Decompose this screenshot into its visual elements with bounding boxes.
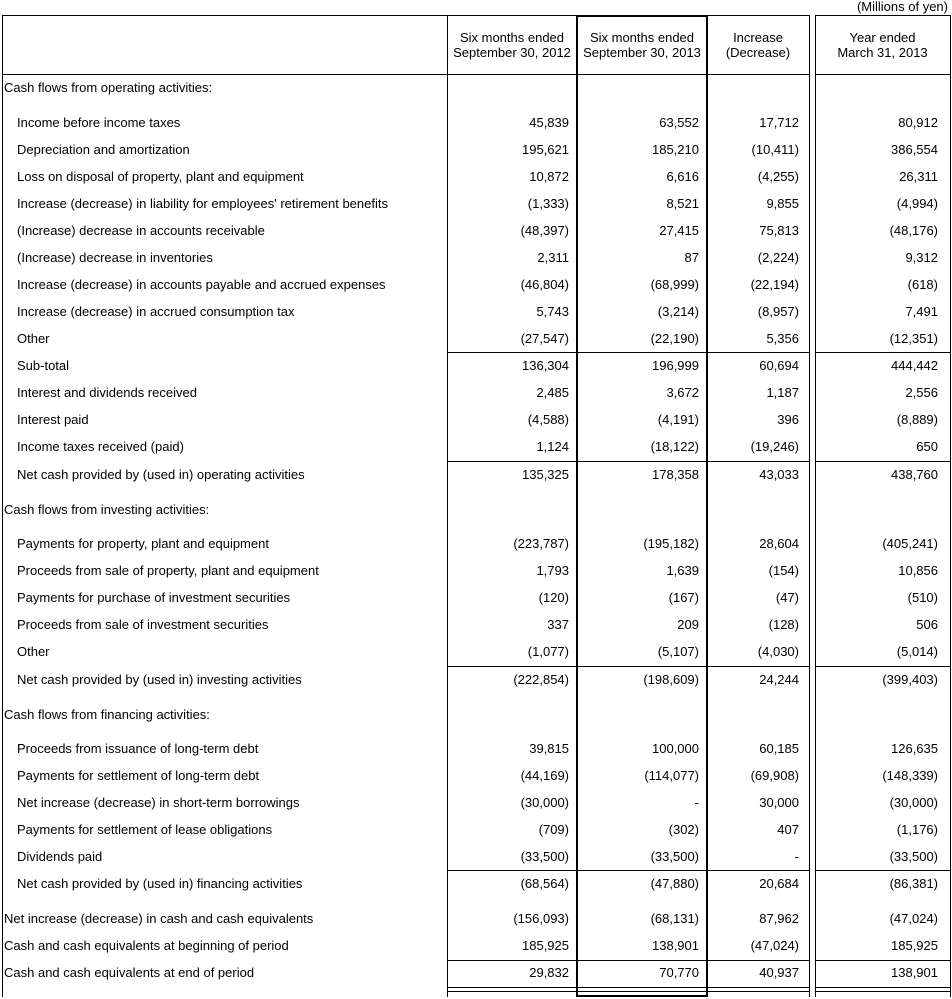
value-cell: (510) <box>907 590 938 605</box>
value-cell: (156,093) <box>513 911 569 926</box>
column-header-c4 <box>815 30 950 60</box>
table-border-left <box>2 15 3 997</box>
value-cell: (18,122) <box>650 439 699 454</box>
column-header-line: September 30, 2013 <box>583 45 701 60</box>
value-cell: 26,311 <box>899 169 938 184</box>
row-label: Income before income taxes <box>17 115 181 130</box>
value-cell: (22,190) <box>650 331 699 346</box>
row-label: Loss on disposal of property, plant and equipment <box>17 169 304 184</box>
value-cell: 28,604 <box>759 536 799 551</box>
row-label: Sub-total <box>17 358 70 373</box>
value-cell: 75,813 <box>759 223 799 238</box>
value-cell: 1,124 <box>536 439 569 454</box>
value-cell: 185,210 <box>652 142 699 157</box>
row-label: Proceeds from issuance of long-term debt <box>17 741 259 756</box>
value-cell: (48,176) <box>889 223 938 238</box>
value-cell: 3,672 <box>666 385 699 400</box>
row-label: Net cash provided by (used in) operating activities <box>17 467 305 482</box>
value-cell: 444,442 <box>891 358 938 373</box>
row-label: Dividends paid <box>17 849 103 864</box>
value-cell: (5,014) <box>896 644 938 659</box>
value-cell: (12,351) <box>889 331 938 346</box>
value-cell: 2,311 <box>537 250 569 265</box>
value-cell: 185,925 <box>522 938 569 953</box>
row-label: (Increase) decrease in accounts receivable <box>17 223 265 238</box>
value-cell: (405,241) <box>882 536 938 551</box>
value-cell: 40,937 <box>759 965 799 980</box>
value-cell: (4,191) <box>657 412 699 427</box>
subtotal-rule <box>815 870 950 871</box>
value-cell: 39,815 <box>529 741 569 756</box>
row-label: Payments for settlement of lease obligations <box>17 822 273 837</box>
value-cell: 1,187 <box>766 385 799 400</box>
value-cell: (22,194) <box>750 277 799 292</box>
table-border-top-year <box>815 15 951 16</box>
value-cell: (4,588) <box>527 412 569 427</box>
column-header-c1 <box>447 30 577 60</box>
value-cell: (195,182) <box>643 536 699 551</box>
section-heading: Cash flows from operating activities: <box>4 80 213 95</box>
value-cell: 9,312 <box>905 250 938 265</box>
row-label: Payments for purchase of investment securities <box>17 590 291 605</box>
subtotal-rule <box>447 352 809 353</box>
value-cell: 7,491 <box>905 304 938 319</box>
row-label: Net cash provided by (used in) financing activities <box>17 876 303 891</box>
value-cell: 24,244 <box>759 672 799 687</box>
value-cell: - <box>694 795 699 810</box>
double-underline <box>447 991 809 992</box>
row-label: Interest paid <box>17 412 89 427</box>
value-cell: 386,554 <box>891 142 938 157</box>
value-cell: (3,214) <box>657 304 699 319</box>
subtotal-rule <box>447 960 809 961</box>
value-cell: 185,925 <box>891 938 938 953</box>
value-cell: 209 <box>677 617 699 632</box>
row-label: Other <box>17 331 50 346</box>
value-cell: 100,000 <box>652 741 699 756</box>
subtotal-rule <box>447 461 809 462</box>
current-period-border <box>576 15 578 997</box>
value-cell: (44,169) <box>520 768 569 783</box>
value-cell: 60,694 <box>759 358 799 373</box>
column-header-c2 <box>577 30 707 60</box>
double-underline <box>815 987 950 988</box>
units-note: (Millions of yen) <box>856 0 948 14</box>
value-cell: 126,635 <box>891 741 938 756</box>
value-cell: 136,304 <box>522 358 569 373</box>
value-cell: 43,033 <box>759 467 799 482</box>
column-header-line: Year ended <box>849 30 916 45</box>
row-label: Proceeds from sale of investment securities <box>17 617 269 632</box>
value-cell: 337 <box>547 617 569 632</box>
value-cell: (167) <box>668 590 699 605</box>
subtotal-rule <box>815 666 950 667</box>
current-period-border <box>576 15 708 17</box>
value-cell: (33,500) <box>520 849 569 864</box>
value-cell: (5,107) <box>657 644 699 659</box>
value-cell: (19,246) <box>750 439 799 454</box>
value-cell: (47,024) <box>750 938 799 953</box>
value-cell: (148,339) <box>882 768 938 783</box>
row-label: Net increase (decrease) in cash and cash equivalents <box>4 911 314 926</box>
value-cell: (1,176) <box>896 822 938 837</box>
value-cell: (302) <box>668 822 699 837</box>
subtotal-rule <box>815 352 950 353</box>
table-border-right <box>950 15 951 997</box>
value-cell: 17,712 <box>759 115 799 130</box>
value-cell: (10,411) <box>751 142 799 157</box>
double-underline <box>815 991 950 992</box>
value-cell: (223,787) <box>513 536 569 551</box>
value-cell: 650 <box>916 439 938 454</box>
column-header-line: Increase <box>733 30 783 45</box>
value-cell: 196,999 <box>652 358 699 373</box>
row-label: Increase (decrease) in accounts payable and accrued expenses <box>17 277 386 292</box>
row-label: Interest and dividends received <box>17 385 197 400</box>
value-cell: 135,325 <box>522 467 569 482</box>
value-cell: (8,957) <box>757 304 799 319</box>
value-cell: (69,908) <box>750 768 799 783</box>
value-cell: 138,901 <box>891 965 938 980</box>
value-cell: (30,000) <box>520 795 569 810</box>
value-cell: (1,077) <box>527 644 569 659</box>
section-heading: Cash flows from investing activities: <box>4 502 210 517</box>
value-cell: - <box>794 849 799 864</box>
row-label: Increase (decrease) in accrued consumption tax <box>17 304 295 319</box>
value-cell: (1,333) <box>527 196 569 211</box>
value-cell: (709) <box>538 822 569 837</box>
value-cell: (4,994) <box>896 196 938 211</box>
row-label: Payments for property, plant and equipment <box>17 536 269 551</box>
value-cell: (68,564) <box>520 876 569 891</box>
value-cell: (8,889) <box>896 412 938 427</box>
value-cell: 8,521 <box>666 196 699 211</box>
value-cell: 1,793 <box>536 563 569 578</box>
value-cell: 438,760 <box>891 467 938 482</box>
row-label: (Increase) decrease in inventories <box>17 250 213 265</box>
value-cell: (4,030) <box>757 644 799 659</box>
value-cell: (198,609) <box>643 672 699 687</box>
value-cell: 87,962 <box>759 911 799 926</box>
row-label: Cash and cash equivalents at beginning of period <box>4 938 289 953</box>
value-cell: 195,621 <box>522 142 569 157</box>
value-cell: 178,358 <box>652 467 699 482</box>
value-cell: (222,854) <box>513 672 569 687</box>
col-divider <box>815 15 816 997</box>
column-header-c3 <box>707 30 809 60</box>
value-cell: 27,415 <box>659 223 699 238</box>
row-label: Income taxes received (paid) <box>17 439 184 454</box>
value-cell: 87 <box>684 250 699 265</box>
value-cell: (114,077) <box>644 768 699 783</box>
value-cell: 6,616 <box>666 169 699 184</box>
value-cell: (46,804) <box>520 277 569 292</box>
value-cell: 2,556 <box>905 385 938 400</box>
column-header-line: March 31, 2013 <box>837 45 928 60</box>
current-period-border <box>576 995 708 997</box>
value-cell: (120) <box>538 590 569 605</box>
column-header-line: September 30, 2012 <box>453 45 571 60</box>
value-cell: (86,381) <box>889 876 938 891</box>
value-cell: 506 <box>916 617 938 632</box>
current-period-border <box>706 15 708 997</box>
value-cell: 30,000 <box>759 795 799 810</box>
value-cell: 80,912 <box>898 115 938 130</box>
value-cell: (618) <box>907 277 938 292</box>
row-label: Payments for settlement of long-term debt <box>17 768 260 783</box>
value-cell: 396 <box>777 412 799 427</box>
subtotal-rule <box>815 461 950 462</box>
row-label: Depreciation and amortization <box>17 142 190 157</box>
header-divider <box>815 74 951 75</box>
row-label: Net cash provided by (used in) investing activities <box>17 672 302 687</box>
value-cell: (48,397) <box>520 223 569 238</box>
value-cell: (47,880) <box>650 876 699 891</box>
value-cell: (30,000) <box>889 795 938 810</box>
value-cell: 407 <box>777 822 799 837</box>
header-divider <box>2 74 809 75</box>
value-cell: 138,901 <box>652 938 699 953</box>
subtotal-rule <box>447 666 809 667</box>
value-cell: (68,131) <box>650 911 699 926</box>
value-cell: (68,999) <box>650 277 699 292</box>
value-cell: 45,839 <box>529 115 569 130</box>
column-header-line: (Decrease) <box>725 45 791 60</box>
value-cell: 63,552 <box>659 115 699 130</box>
value-cell: (33,500) <box>650 849 699 864</box>
row-label: Net increase (decrease) in short-term borrowings <box>17 795 300 810</box>
value-cell: 9,855 <box>766 196 799 211</box>
value-cell: 5,356 <box>766 331 799 346</box>
value-cell: (128) <box>768 617 799 632</box>
subtotal-rule <box>815 960 950 961</box>
subtotal-rule <box>447 870 809 871</box>
column-header-line: Six months ended <box>589 30 695 45</box>
row-label: Cash and cash equivalents at end of period <box>4 965 255 980</box>
col-divider <box>809 15 810 997</box>
col-divider <box>447 15 448 997</box>
value-cell: (154) <box>768 563 799 578</box>
value-cell: (4,255) <box>757 169 799 184</box>
value-cell: 2,485 <box>536 385 569 400</box>
value-cell: 20,684 <box>759 876 799 891</box>
value-cell: (27,547) <box>520 331 569 346</box>
value-cell: 1,639 <box>666 563 699 578</box>
double-underline <box>447 987 809 988</box>
row-label: Proceeds from sale of property, plant and equipment <box>17 563 319 578</box>
row-label: Increase (decrease) in liability for employees' retirement benefits <box>17 196 388 211</box>
value-cell: 10,856 <box>898 563 938 578</box>
column-header-line: Six months ended <box>459 30 565 45</box>
value-cell: 60,185 <box>759 741 799 756</box>
value-cell: (47,024) <box>889 911 938 926</box>
row-label: Other <box>17 644 50 659</box>
value-cell: 29,832 <box>529 965 569 980</box>
value-cell: 10,872 <box>529 169 569 184</box>
value-cell: 5,743 <box>536 304 569 319</box>
value-cell: (47) <box>775 590 799 605</box>
value-cell: (2,224) <box>757 250 799 265</box>
value-cell: 70,770 <box>659 965 699 980</box>
section-heading: Cash flows from financing activities: <box>4 707 210 722</box>
value-cell: (399,403) <box>882 672 938 687</box>
value-cell: (33,500) <box>889 849 938 864</box>
